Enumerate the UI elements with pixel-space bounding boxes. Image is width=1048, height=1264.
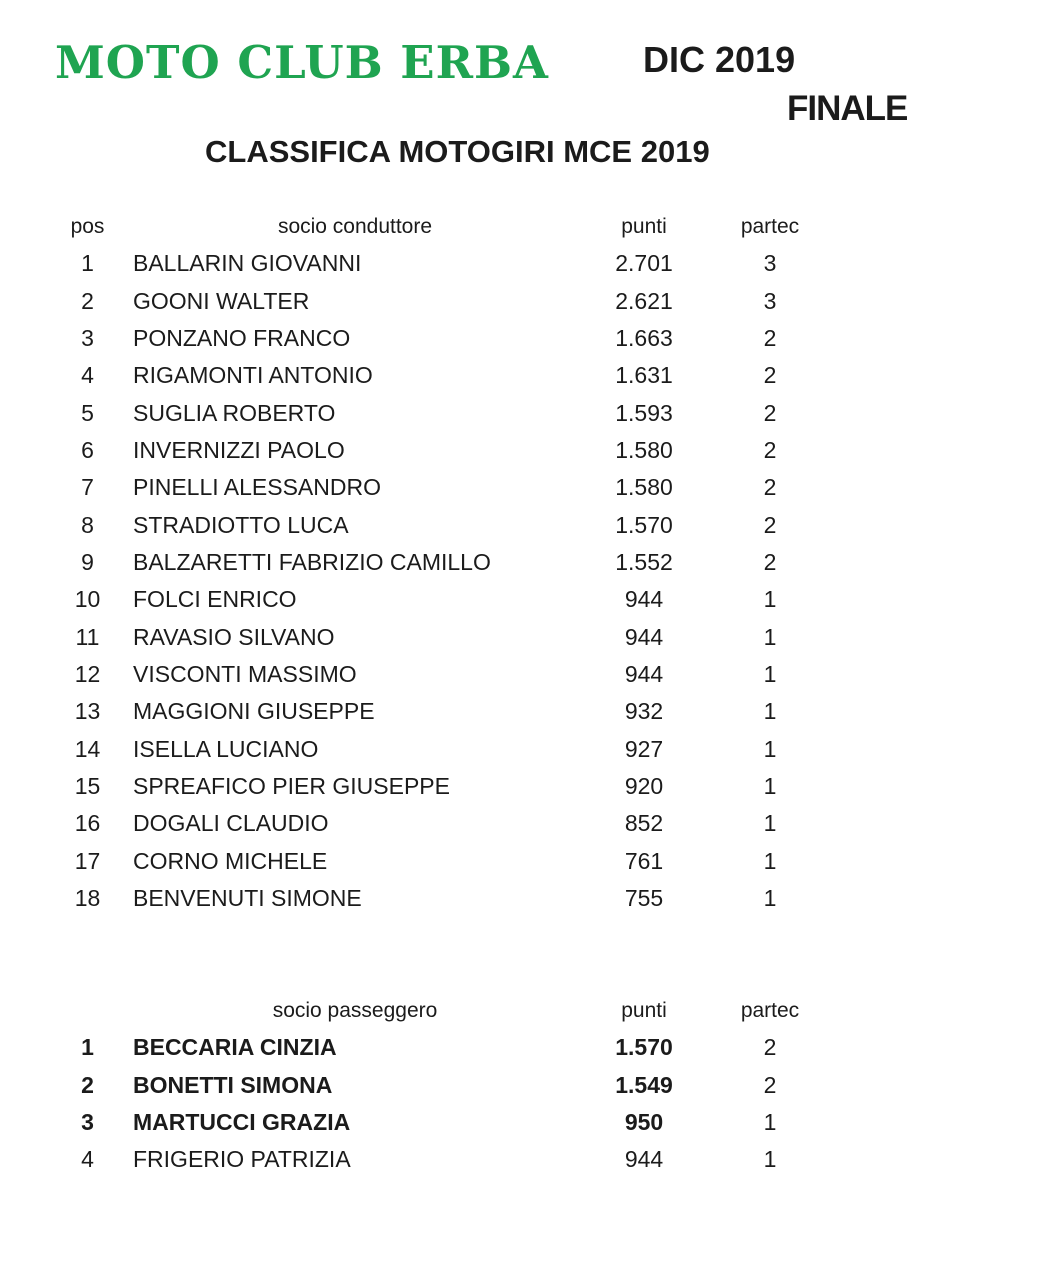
- conductor-table-body: [55, 245, 865, 917]
- name-cell: PINELLI ALESSANDRO: [133, 474, 381, 501]
- points-cell: 1.663: [615, 324, 673, 351]
- name-cell: MAGGIONI GIUSEPPE: [133, 698, 375, 725]
- pos-cell: 6: [81, 436, 94, 463]
- club-logo-text: MOTO CLUB ERBA: [55, 36, 549, 89]
- points-cell: 1.631: [615, 362, 673, 389]
- points-cell: 1.570: [615, 511, 673, 538]
- table-row: [55, 1029, 865, 1066]
- name-cell: GOONI WALTER: [133, 287, 310, 314]
- conductor-table-header: [55, 208, 865, 245]
- pos-cell: 2: [81, 1071, 94, 1098]
- name-cell: PONZANO FRANCO: [133, 324, 351, 351]
- partec-cell: 2: [763, 1034, 777, 1061]
- partec-cell: 1: [763, 1146, 777, 1173]
- pos-cell: 13: [74, 698, 101, 725]
- name-cell: FRIGERIO PATRIZIA: [133, 1146, 351, 1173]
- partec-cell: 1: [763, 884, 777, 911]
- table-row: [55, 432, 865, 469]
- pos-cell: 5: [81, 399, 94, 426]
- partec-cell: 3: [763, 250, 777, 277]
- partec-cell: 2: [763, 399, 777, 426]
- partec-cell: 1: [763, 1108, 777, 1135]
- name-cell: FOLCI ENRICO: [133, 586, 297, 613]
- table-row: [55, 544, 865, 581]
- name-cell: VISCONTI MASSIMO: [133, 660, 357, 687]
- points-cell: 1.580: [615, 474, 673, 501]
- points-cell: 1.580: [615, 436, 673, 463]
- pos-cell: 1: [81, 1034, 94, 1061]
- pos-cell: 2: [81, 287, 94, 314]
- passenger-table: [55, 992, 865, 1179]
- pos-cell: 16: [74, 810, 101, 837]
- pos-cell: 11: [75, 623, 100, 650]
- table-row: [55, 693, 865, 730]
- page-title: CLASSIFICA MOTOGIRI MCE 2019: [205, 134, 710, 169]
- partec-cell: 1: [763, 735, 777, 762]
- name-cell: RIGAMONTI ANTONIO: [133, 362, 373, 389]
- column-header-name: socio passeggero: [272, 998, 438, 1022]
- table-row: [55, 320, 865, 357]
- pos-cell: 7: [81, 474, 94, 501]
- name-cell: CORNO MICHELE: [133, 847, 328, 874]
- pos-cell: 9: [81, 548, 94, 575]
- table-row: [55, 245, 865, 282]
- passenger-table-header: [55, 992, 865, 1029]
- name-cell: ISELLA LUCIANO: [133, 735, 319, 762]
- pos-cell: 3: [81, 1108, 94, 1135]
- partec-cell: 2: [763, 511, 777, 538]
- pos-cell: 12: [74, 660, 101, 687]
- name-cell: MARTUCCI GRAZIA: [133, 1108, 351, 1135]
- table-row: [55, 469, 865, 506]
- table-row: [55, 1104, 865, 1141]
- pos-cell: 4: [81, 362, 94, 389]
- name-cell: SPREAFICO PIER GIUSEPPE: [133, 772, 450, 799]
- partec-cell: 2: [763, 362, 777, 389]
- points-cell: 1.549: [615, 1071, 673, 1098]
- partec-cell: 2: [763, 548, 777, 575]
- points-cell: 2.701: [615, 250, 673, 277]
- period-label: DIC 2019: [643, 39, 796, 80]
- name-cell: STRADIOTTO LUCA: [133, 511, 349, 538]
- pos-cell: 15: [74, 772, 101, 799]
- rankings-area: [55, 208, 865, 1179]
- table-row: [55, 805, 865, 842]
- pos-cell: 17: [74, 847, 101, 874]
- points-cell: 852: [624, 810, 664, 837]
- name-cell: INVERNIZZI PAOLO: [133, 436, 345, 463]
- points-cell: 927: [624, 735, 664, 762]
- column-header-partec: partec: [740, 215, 800, 238]
- table-row: [55, 507, 865, 544]
- name-cell: RAVASIO SILVANO: [133, 623, 335, 650]
- name-cell: BECCARIA CINZIA: [133, 1034, 337, 1061]
- partec-cell: 1: [763, 698, 777, 725]
- table-row: [55, 731, 865, 768]
- name-cell: BONETTI SIMONA: [133, 1071, 333, 1098]
- points-cell: 761: [624, 847, 664, 874]
- partec-cell: 1: [763, 623, 777, 650]
- partec-cell: 1: [763, 772, 777, 799]
- section-spacer: [55, 917, 865, 992]
- table-row: [55, 1067, 865, 1104]
- name-cell: BALZARETTI FABRIZIO CAMILLO: [133, 548, 491, 575]
- table-row: [55, 283, 865, 320]
- partec-cell: 2: [763, 1071, 777, 1098]
- partec-cell: 2: [763, 436, 777, 463]
- partec-cell: 2: [763, 474, 777, 501]
- points-cell: 920: [624, 772, 664, 799]
- table-row: [55, 843, 865, 880]
- points-cell: 944: [624, 1146, 664, 1173]
- column-header-pos: pos: [70, 215, 105, 238]
- table-row: [55, 656, 865, 693]
- column-header-name: socio conduttore: [277, 215, 433, 238]
- partec-cell: 1: [763, 810, 777, 837]
- column-header-pos: [55, 992, 120, 1029]
- points-cell: 932: [624, 698, 664, 725]
- conductor-table: [55, 208, 865, 917]
- name-cell: DOGALI CLAUDIO: [133, 810, 329, 837]
- points-cell: 1.552: [615, 548, 673, 575]
- points-cell: 944: [624, 660, 664, 687]
- partec-cell: 3: [763, 287, 777, 314]
- name-cell: BENVENUTI SIMONE: [133, 884, 362, 911]
- table-row: [55, 357, 865, 394]
- partec-cell: 2: [763, 324, 777, 351]
- points-cell: 944: [624, 586, 664, 613]
- pos-cell: 3: [81, 324, 94, 351]
- points-cell: 944: [624, 623, 664, 650]
- passenger-table-body: [55, 1029, 865, 1178]
- partec-cell: 1: [763, 847, 777, 874]
- table-row: [55, 880, 865, 917]
- pos-cell: 4: [81, 1146, 94, 1173]
- partec-cell: 1: [763, 586, 777, 613]
- pos-cell: 8: [81, 511, 94, 538]
- partec-cell: 1: [763, 660, 777, 687]
- column-header-partec: partec: [740, 998, 800, 1022]
- table-row: [55, 768, 865, 805]
- pos-cell: 10: [74, 586, 101, 613]
- pos-cell: 14: [74, 735, 101, 762]
- pos-cell: 18: [74, 884, 101, 911]
- column-header-points: punti: [621, 215, 667, 238]
- table-row: [55, 581, 865, 618]
- points-cell: 2.621: [615, 287, 673, 314]
- column-header-points: punti: [621, 998, 667, 1022]
- name-cell: BALLARIN GIOVANNI: [133, 250, 362, 277]
- table-row: [55, 395, 865, 432]
- table-row: [55, 619, 865, 656]
- table-row: [55, 1141, 865, 1178]
- points-cell: 1.570: [615, 1034, 673, 1061]
- points-cell: 755: [624, 884, 664, 911]
- pos-cell: 1: [81, 250, 94, 277]
- stage-label: FINALE: [787, 89, 908, 128]
- name-cell: SUGLIA ROBERTO: [133, 399, 336, 426]
- points-cell: 950: [624, 1108, 664, 1135]
- points-cell: 1.593: [615, 399, 673, 426]
